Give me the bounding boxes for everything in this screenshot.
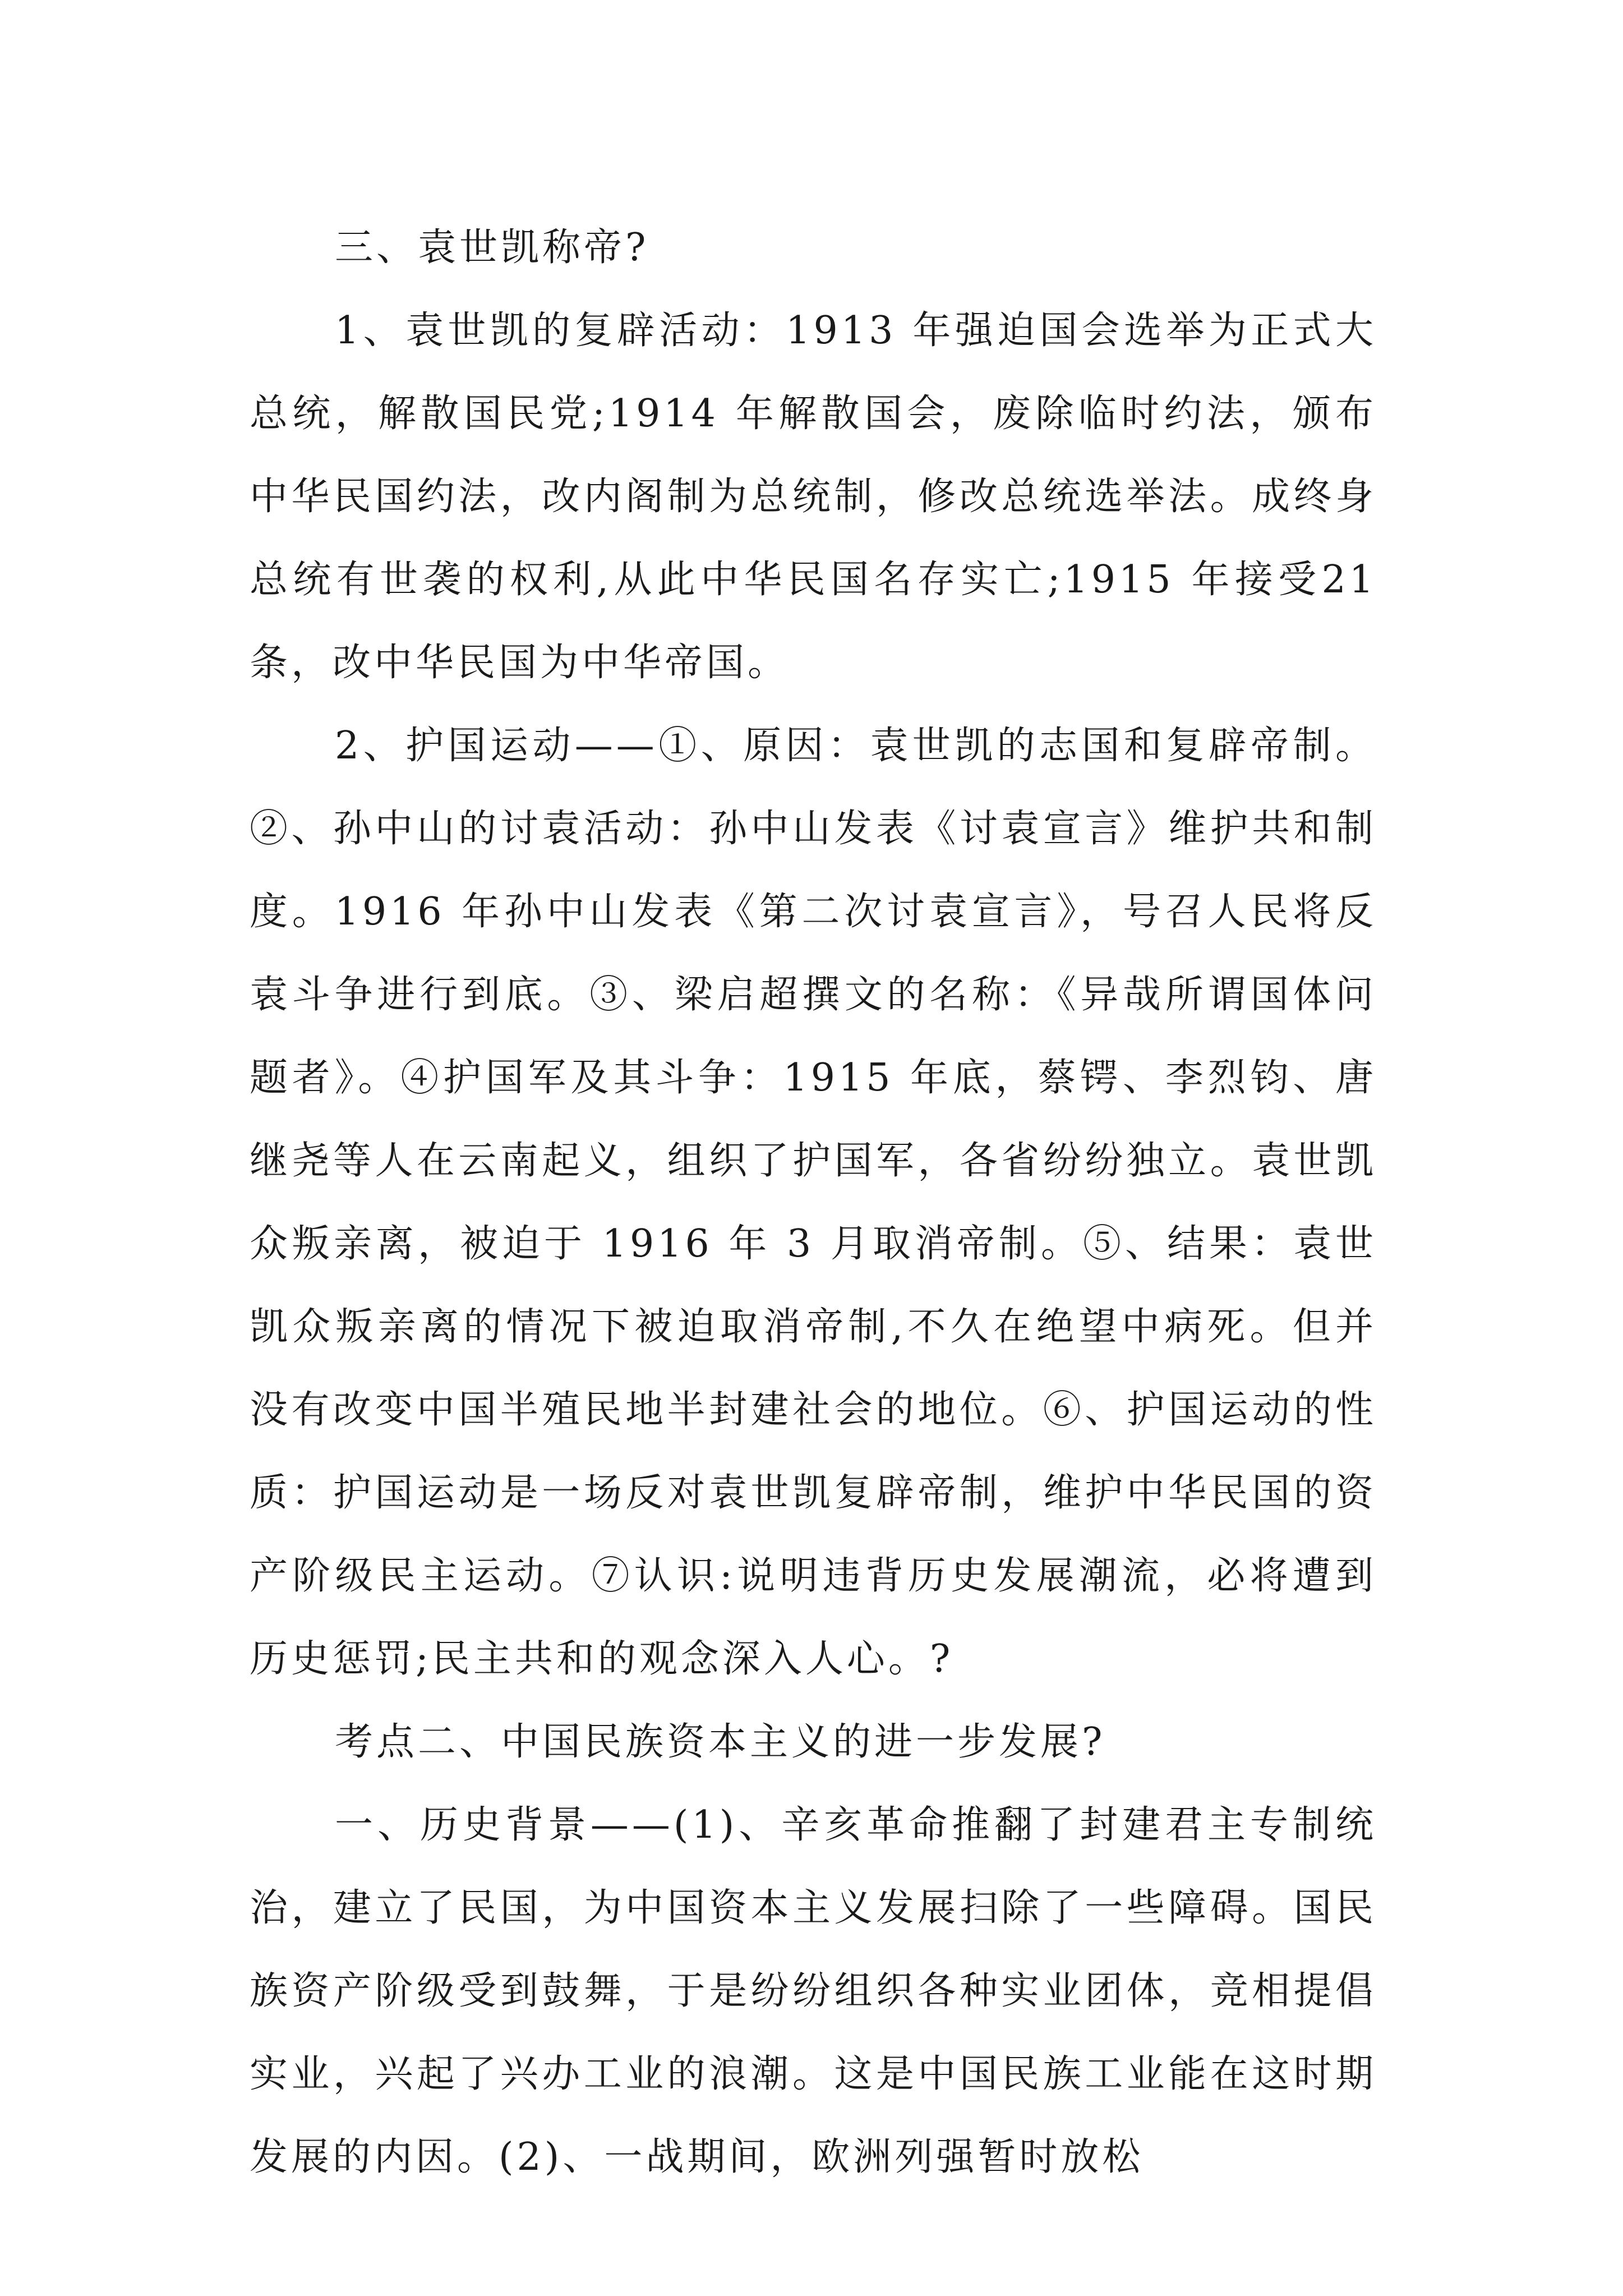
document-body [250,206,1377,2199]
paragraph-historical-background: 一、历史背景——(1)、辛亥革命推翻了封建君主专制统治，建立了民国，为中国资本主义发展扫除了一些障碍。国民族资产阶级受到鼓舞，于是纷纷组织各种实业团体，竞相提倡实业，兴起了兴办工业的浪潮。这是中国民族工业能在这时期发展的内因。(2)、一战期间，欧洲列强暂时放松 [250,1803,1377,2179]
section-heading-yuan-shikai: 三、袁世凯称帝? [335,226,649,270]
paragraph-national-protection-movement: 2、护国运动——①、原因：袁世凯的志国和复辟帝制。②、孙中山的讨袁活动：孙中山发表《讨袁宣言》维护共和制度。1916 年孙中山发表《第二次讨袁宣言》，号召人民将反袁斗争进行到底。③、梁启超撰文的名称：《异哉所谓国体问题者》。④护国军及其斗争：1915 年底，蔡锷、李烈钧、唐继尧等人在云南起义，组织了护国军，各省纷纷独立。袁世凯众叛亲离，被迫于 1916 年 3 月取消帝制。⑤、结果：袁世凯众叛亲离的情况下被迫取消帝制,不久在绝望中病死。但并没有改变中国半殖民地半封建社会的地位。⑥、护国运动的性质：护国运动是一场反对袁世凯复辟帝制，维护中华民国的资产阶级民主运动。⑦认识:说明违背历史发展潮流，必将遭到历史惩罚;民主共和的观念深入人心。? [250,724,1377,1681]
section-heading-national-capitalism: 考点二、中国民族资本主义的进一步发展? [335,1720,1106,1764]
paragraph-restoration-activities: 1、袁世凯的复辟活动：1913 年强迫国会选举为正式大总统，解散国民党;1914 年解散国会，废除临时约法，颁布中华民国约法，改内阁制为总统制，修改总统选举法。成终身总统有世袭的权利,从此中华民国名存实亡;1915 年接受21 条，改中华民国为中华帝国。 [250,309,1377,685]
